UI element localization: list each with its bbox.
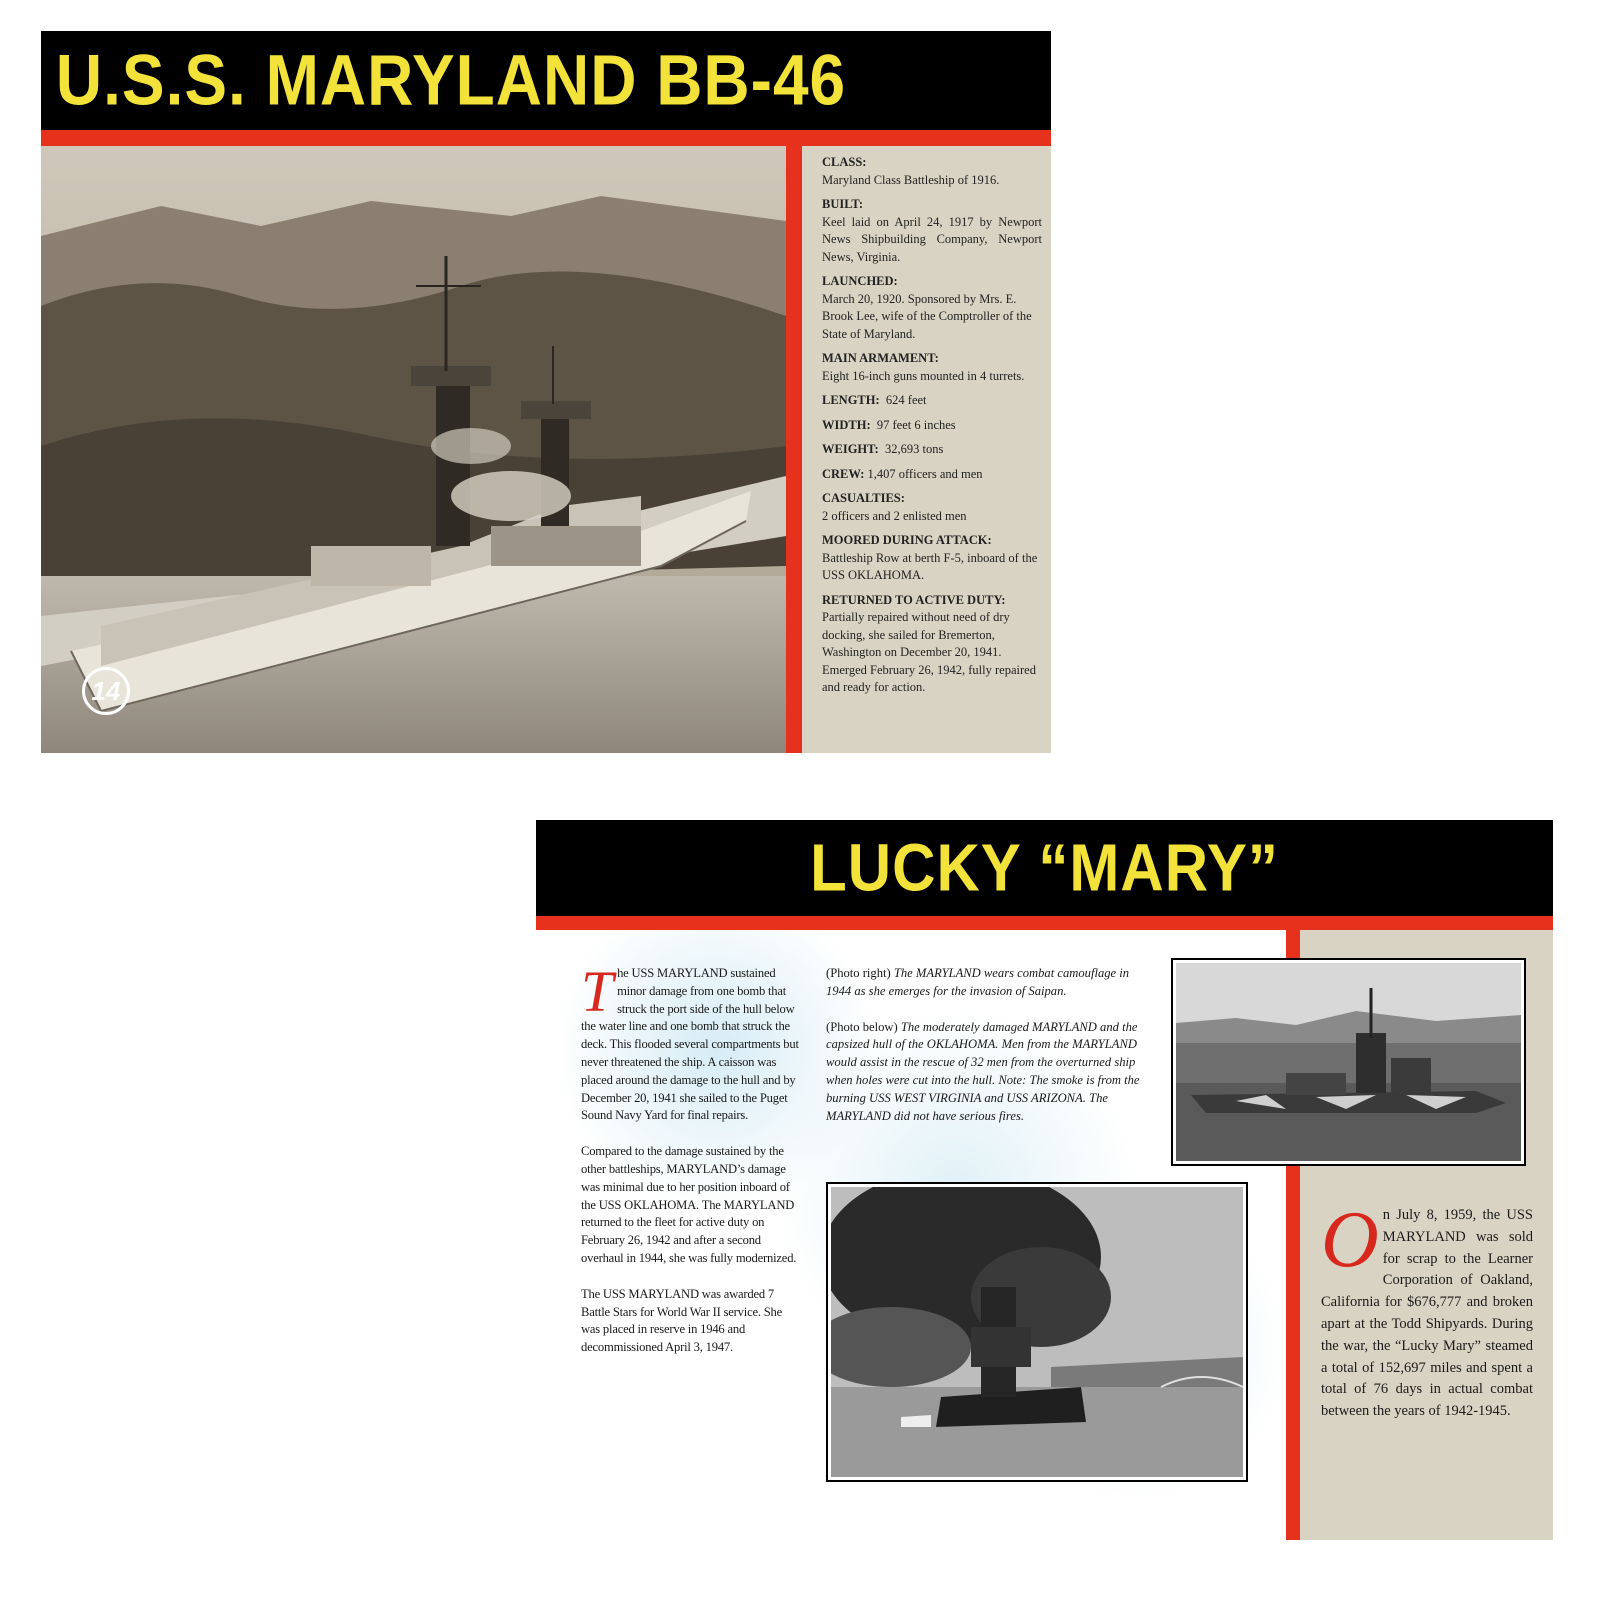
captions-column — [826, 965, 1146, 1143]
story-paragraph-2: Compared to the damage sustained by the other battleships, MARYLAND’s damage was minimal due to her position inboard of the USS OKLAHOMA. The MARYLAND returned to the fleet for active duty on February 26, 1942 and after a second overhaul in 1944, she was fully modernized. — [581, 1144, 797, 1265]
spec-width: WIDTH: 97 feet 6 inches — [822, 417, 956, 432]
drop-cap: O — [1321, 1196, 1379, 1284]
spec-class: CLASS: Maryland Class Battleship of 1916. — [822, 155, 1000, 187]
red-divider — [41, 130, 1051, 146]
lucky-mary-card — [536, 820, 1553, 1540]
card-header — [536, 820, 1553, 916]
ship-specs — [822, 154, 1042, 704]
story-paragraph-1: The USS MARYLAND sustained minor damage from one bomb that struck the port side of the hull below the water line and one bomb that struck the deck. This flooded several compartments but never threatened the ship. A caisson was placed around the damage to the hull and by December 20, 1941 she sailed to the Puget Sound Navy Yard for final repairs. — [581, 959, 799, 1123]
spec-armament: MAIN ARMAMENT: Eight 16-inch guns mounted in 4 turrets. — [822, 351, 1025, 383]
spec-length: LENGTH: 624 feet — [822, 393, 927, 407]
story-column — [581, 959, 801, 1375]
spec-built: BUILT: Keel laid on April 24, 1917 by Newport News Shipbuilding Company, Newport News, Virginia. — [822, 197, 1042, 264]
spec-weight: WEIGHT: 32,693 tons — [822, 442, 944, 456]
camouflage-ship-photo — [1171, 958, 1526, 1166]
drop-cap: T — [581, 959, 614, 1024]
card-title: LUCKY “MARY” — [810, 829, 1279, 905]
caption-photo-below: (Photo below) The moderately damaged MARYLAND and the capsized hull of the OKLAHOMA. Men from the MARYLAND would assist in the rescue of 32 men from the overturned ship when holes were cut into the hull. Note: The smoke is from the burning USS WEST VIRGINIA and USS ARIZONA. The MARYLAND did not have serious fires. — [826, 1019, 1140, 1123]
spec-crew: CREW: 1,407 officers and men — [822, 466, 983, 481]
spec-casualties: CASUALTIES: 2 officers and 2 enlisted men — [822, 491, 967, 523]
card-number-badge: 14 — [82, 667, 130, 715]
ship-info-card — [41, 31, 1051, 753]
spec-returned: RETURNED TO ACTIVE DUTY: Partially repaired without need of dry docking, she sailed for Bremerton, Washington on December 20, 1941. Emerged February 26, 1942, fully repaired and ready for action. — [822, 592, 1036, 694]
red-vertical-divider — [786, 146, 802, 753]
red-divider — [536, 916, 1553, 930]
card-title: U.S.S. MARYLAND BB-46 — [55, 39, 847, 121]
spec-launched: LAUNCHED: March 20, 1920. Sponsored by Mrs. E. Brook Lee, wife of the Comptroller of the State of Maryland. — [822, 274, 1032, 341]
battleship-photo — [41, 146, 786, 753]
caption-photo-right: (Photo right) The MARYLAND wears combat camouflage in 1944 as she emerges for the invasion of Saipan. — [826, 966, 1130, 998]
pearl-harbor-photo — [826, 1182, 1248, 1482]
scrapping-text: On July 8, 1959, the USS MARYLAND was sold for scrap to the Learner Corporation of Oakland, California for $676,777 and broken apart at the Todd Shipyards. During the war, the “Lucky Mary” steamed a total of 152,697 miles and spent a total of 76 days in actual combat between the years of 1942-1945. — [1321, 1196, 1533, 1420]
card-header — [41, 31, 1051, 130]
spec-moored: MOORED DURING ATTACK: Battleship Row at berth F-5, inboard of the USS OKLAHOMA. — [822, 533, 1038, 582]
story-paragraph-3: The USS MARYLAND was awarded 7 Battle Stars for World War II service. She was placed in reserve in 1946 and decommissioned April 3, 1947. — [581, 1286, 783, 1355]
